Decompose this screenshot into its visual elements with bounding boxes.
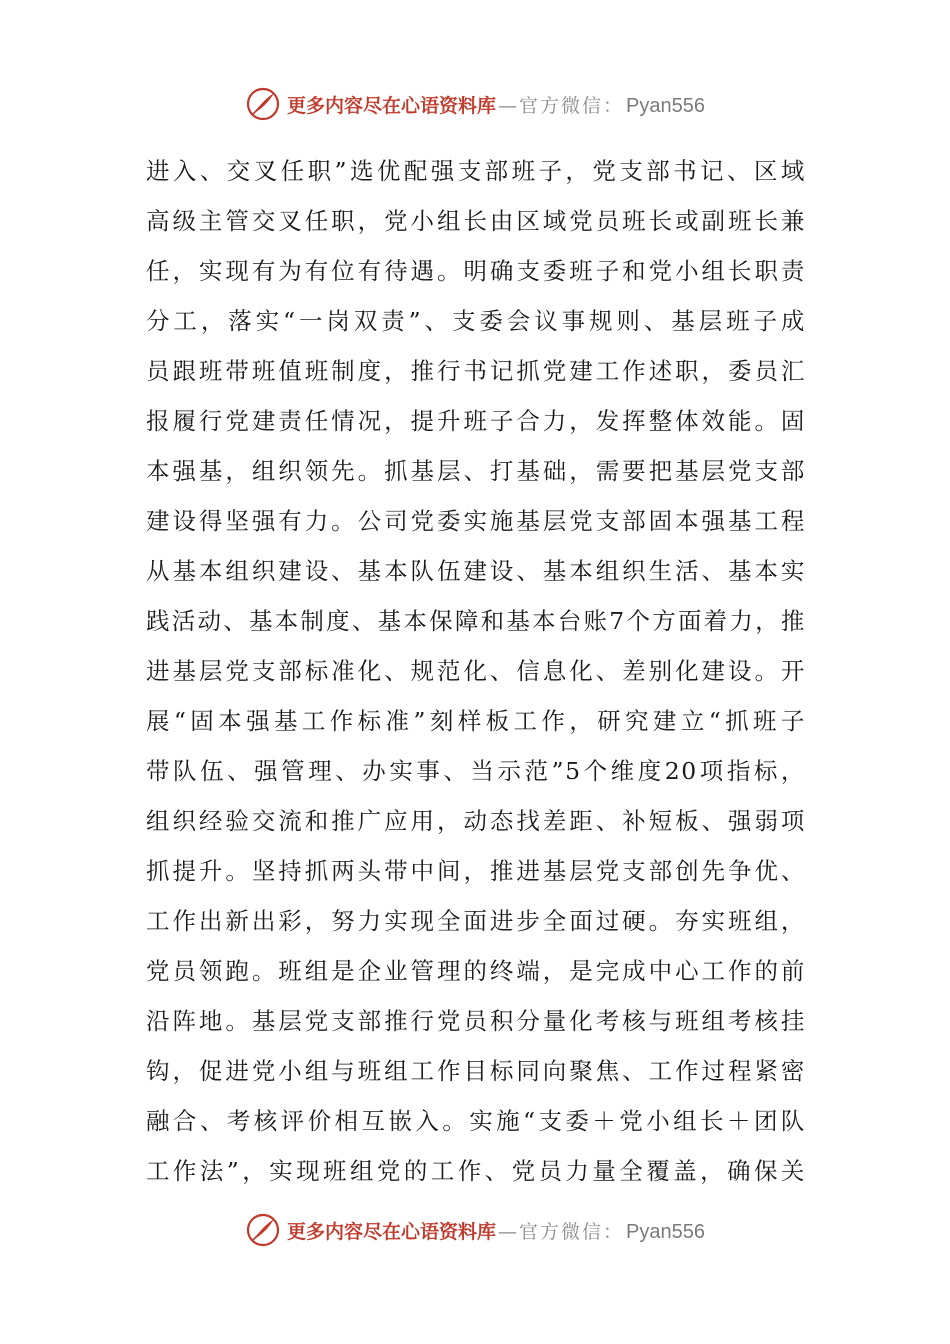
header-banner xyxy=(0,84,950,124)
header-banner-wechat-label: 官方微信： xyxy=(519,94,625,117)
text-line: 进入、交叉任职”选优配强支部班子，党支部书记、区域 xyxy=(146,157,806,185)
text-line: 进基层党支部标准化、规范化、信息化、差别化建设。开 xyxy=(146,657,806,685)
text-line: 高级主管交叉任职，党小组长由区域党员班长或副班长兼 xyxy=(146,207,806,235)
text-line: 从基本组织建设、基本队伍建设、基本组织生活、基本实 xyxy=(146,557,806,585)
quill-logo-icon xyxy=(245,86,281,122)
text-line: 报履行党建责任情况，提升班子合力，发挥整体效能。固 xyxy=(146,407,806,435)
quill-logo-icon xyxy=(245,1212,281,1248)
text-line: 展“固本强基工作标准”刻样板工作，研究建立“抓班子 xyxy=(146,707,806,735)
text-line: 工作法”，实现班组党的工作、党员力量全覆盖，确保关 xyxy=(146,1157,806,1185)
text-line: 员跟班带班值班制度，推行书记抓党建工作述职，委员汇 xyxy=(146,357,806,385)
text-line: 党员领跑。班组是企业管理的终端，是完成中心工作的前 xyxy=(146,957,806,985)
text-line: 任，实现有为有位有待遇。明确支委班子和党小组长职责 xyxy=(146,257,806,285)
footer-banner-text xyxy=(287,1217,705,1244)
text-line: 钩，促进党小组与班组工作目标同向聚焦、工作过程紧密 xyxy=(146,1057,806,1085)
header-banner-wechat-id: Pyan556 xyxy=(626,94,705,117)
header-banner-main: 更多内容尽在心语资料库 xyxy=(287,94,497,117)
footer-banner-wechat-id: Pyan556 xyxy=(626,1220,705,1243)
footer-banner xyxy=(0,1210,950,1250)
text-line: 沿阵地。基层党支部推行党员积分量化考核与班组考核挂 xyxy=(146,1007,806,1035)
text-line: 本强基，组织领先。抓基层、打基础，需要把基层党支部 xyxy=(146,457,806,485)
footer-banner-main: 更多内容尽在心语资料库 xyxy=(287,1220,497,1243)
text-line: 组织经验交流和推广应用，动态找差距、补短板、强弱项 xyxy=(146,807,806,835)
text-line: 工作出新出彩，努力实现全面进步全面过硬。夯实班组， xyxy=(146,907,806,935)
header-banner-text xyxy=(287,91,705,118)
text-line: 建设得坚强有力。公司党委实施基层党支部固本强基工程 xyxy=(146,507,806,535)
text-line: 带队伍、强管理、办实事、当示范”5个维度20项指标， xyxy=(146,757,806,785)
header-banner-dash: — xyxy=(498,94,518,117)
text-line: 融合、考核评价相互嵌入。实施“支委＋党小组长＋团队 xyxy=(146,1107,806,1135)
text-line: 抓提升。坚持抓两头带中间，推进基层党支部创先争优、 xyxy=(146,857,806,885)
footer-banner-dash: — xyxy=(498,1220,518,1243)
footer-banner-wechat-label: 官方微信： xyxy=(519,1220,625,1243)
body-text xyxy=(146,146,806,1196)
text-line: 践活动、基本制度、基本保障和基本台账7个方面着力，推 xyxy=(146,607,806,635)
text-line: 分工，落实“一岗双责”、支委会议事规则、基层班子成 xyxy=(146,307,806,335)
